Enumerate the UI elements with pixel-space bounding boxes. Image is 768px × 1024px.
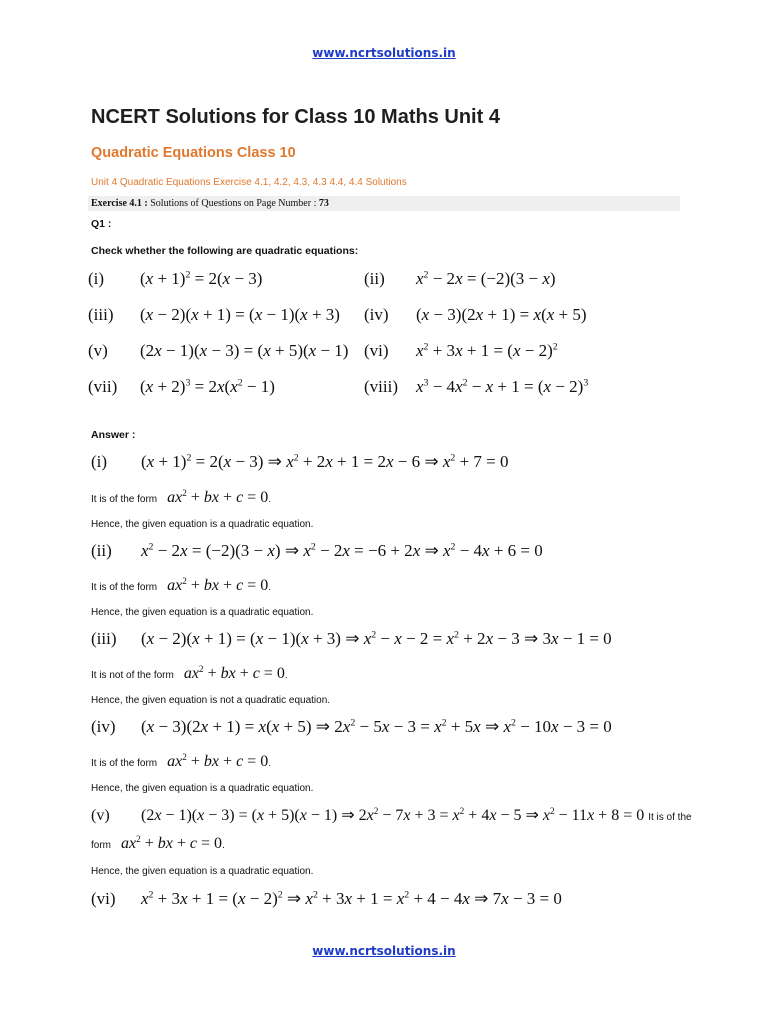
form-text: It is of the form [91, 494, 158, 505]
answer-conclusion-1: Hence, the given equation is a quadratic equation. [91, 519, 314, 530]
standard-form-equation: $ax^2$ + bx + c = 0 [121, 834, 223, 852]
question-equation: $(x + 2)^3 = 2x(x^2 - 1)$ [140, 377, 275, 396]
question-equation: $(x + 1)^2 = 2(x - 3)$ [140, 269, 263, 288]
exercise-label: Exercise 4.1 : [91, 198, 148, 209]
site-link-top[interactable]: www.ncrtsolutions.in [312, 46, 456, 60]
question-equation: $x^3 - 4x^2 - x + 1 = (x - 2)^3$ [416, 377, 589, 396]
period-text: . [284, 670, 288, 681]
inline-form-text: It is of the [648, 812, 692, 823]
answer-form-line-4 [91, 753, 271, 771]
form-text: It is of the form [91, 758, 158, 769]
answer-numeral: (i) [91, 452, 108, 471]
answer-form-line-5 [91, 835, 225, 853]
page-subtitle: Quadratic Equations Class 10 [91, 145, 296, 161]
question-numeral: (iv) [364, 305, 389, 324]
standard-form-equation: $ax^2$ + bx + c = 0 [167, 488, 269, 506]
question-item-2 [364, 262, 556, 296]
answer-equation-1: (i) $(x + 1)^2 = 2(x - 3)$ ⇒ $x^2 + 2x + 1 = 2x - 6$ ⇒ $x^2 + 7 = 0$ [91, 452, 509, 471]
standard-form-equation: $ax^2$ + bx + c = 0 [183, 664, 285, 682]
exercise-list-line: Unit 4 Quadratic Equations Exercise 4.1, 4.2, 4.3, 4.3 4.4, 4.4 Solutions [91, 177, 407, 188]
question-item-3 [88, 298, 340, 332]
question-numeral: (v) [88, 341, 108, 360]
answer-form-line-3 [91, 665, 288, 683]
answer-conclusion-4: Hence, the given equation is a quadratic equation. [91, 783, 314, 794]
answer-numeral: (vi) [91, 889, 116, 908]
question-item-5 [88, 334, 348, 368]
answer-form-line-1 [91, 489, 271, 507]
question-numeral: (viii) [364, 377, 398, 396]
standard-form-equation: $ax^2$ + bx + c = 0 [167, 576, 269, 594]
question-item-7 [88, 370, 275, 404]
page-title: NCERT Solutions for Class 10 Maths Unit 4 [91, 106, 500, 128]
question-item-8 [364, 370, 588, 404]
answer-conclusion-2: Hence, the given equation is a quadratic equation. [91, 607, 314, 618]
question-numeral: (iii) [88, 305, 114, 324]
question-equation: (2x − 1)(x − 3) = (x + 5)(x − 1) [140, 341, 349, 360]
question-equation: (x − 2)(x + 1) = (x − 1)(x + 3) [140, 305, 340, 324]
answer-label: Answer : [91, 429, 136, 441]
question-equation: $x^2 - 2x = (-2)(3 - x)$ [416, 269, 556, 288]
answer-equation-6: (vi) $x^2 + 3x + 1 = (x - 2)^2$ ⇒ $x^2 + 3x + 1 = x^2 + 4 - 4x$ ⇒ 7x − 3 = 0 [91, 889, 562, 908]
form-text: It is not of the form [91, 670, 174, 681]
answer-equation-5: (v) (2x − 1)(x − 3) = (x + 5)(x − 1) ⇒ $2x^2 - 7x + 3 = x^2 + 4x - 5$ ⇒ $x^2 - 11x + 8 = 0$ It is of the [91, 806, 692, 824]
question-numeral: (i) [88, 269, 105, 288]
answer-equation-3: (iii) (x − 2)(x + 1) = (x − 1)(x + 3) ⇒ $x^2 - x - 2 = x^2 + 2x - 3$ ⇒ 3x − 1 = 0 [91, 629, 612, 648]
answer-conclusion-3: Hence, the given equation is not a quadratic equation. [91, 695, 331, 706]
answer-numeral: (v) [91, 807, 110, 824]
question-item-4 [364, 298, 587, 332]
exercise-page-number: 73 [318, 198, 329, 209]
period-text: . [268, 582, 271, 593]
question-item-6 [364, 334, 558, 368]
question-equation: (x − 3)(2x + 1) = x(x + 5) [416, 305, 587, 324]
answer-conclusion-5: Hence, the given equation is a quadratic equation. [91, 866, 314, 877]
answer-equation-4: (iv) (x − 3)(2x + 1) = x(x + 5) ⇒ $2x^2 - 5x - 3 = x^2 + 5x$ ⇒ $x^2 - 10x - 3 = 0$ [91, 717, 612, 736]
question-numeral: (ii) [364, 269, 385, 288]
question-label: Q1 : [91, 218, 112, 230]
question-numeral: (vii) [88, 377, 118, 396]
question-numeral: (vi) [364, 341, 389, 360]
form-text: It is of the form [91, 582, 158, 593]
answer-numeral: (ii) [91, 541, 112, 560]
answer-equation-2: (ii) $x^2 - 2x = (-2)(3 - x)$ ⇒ $x^2 - 2x = -6 + 2x$ ⇒ $x^2 - 4x + 6 = 0$ [91, 541, 543, 560]
answer-numeral: (iii) [91, 629, 117, 648]
answer-numeral: (iv) [91, 717, 116, 736]
question-prompt: Check whether the following are quadratic equations: [91, 245, 359, 257]
question-item-1 [88, 262, 262, 296]
form-word: form [91, 840, 111, 851]
exercise-header-bar [88, 196, 680, 211]
question-equations-grid [88, 262, 688, 404]
exercise-text: Solutions of Questions on Page Number : [147, 198, 319, 209]
period-text: . [268, 494, 271, 505]
standard-form-equation: $ax^2$ + bx + c = 0 [167, 752, 269, 770]
period-text: . [268, 758, 271, 769]
question-equation: $x^2 + 3x + 1 = (x - 2)^2$ [416, 341, 558, 360]
period-text: . [222, 840, 225, 851]
site-link-bottom[interactable]: www.ncrtsolutions.in [312, 944, 456, 958]
answer-form-line-2 [91, 577, 271, 595]
